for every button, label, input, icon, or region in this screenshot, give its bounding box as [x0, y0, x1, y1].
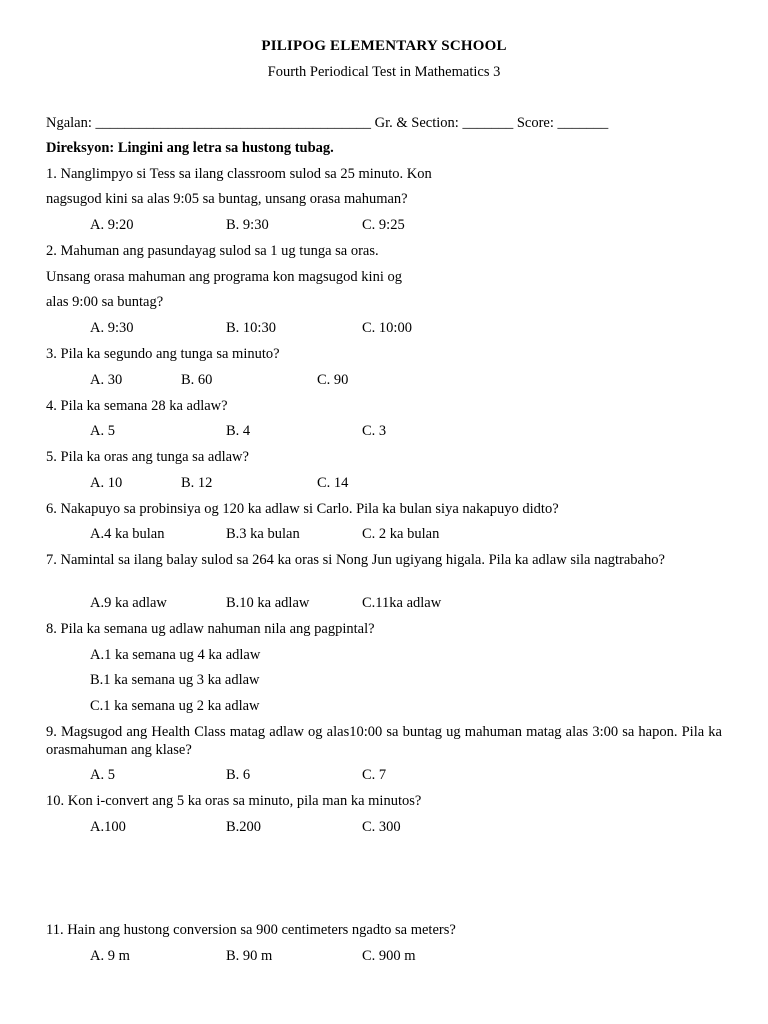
question-4-option-b: B. 4 — [226, 423, 251, 439]
question-10-option-b: B.200 — [226, 819, 262, 835]
directions: Direksyon: Lingini ang letra sa hustong tubag. — [46, 140, 334, 156]
question-8-option-c: C.1 ka semana ug 2 ka adlaw — [90, 698, 260, 714]
question-1-line-1: 1. Nanglimpyo si Tess sa ilang classroom sulod sa 25 minuto. Kon — [46, 166, 432, 182]
question-9-text: 9. Magsugod ang Health Class matag adlaw og alas10:00 sa buntag ug mahuman matag alas 3:00 sa hapon. Pila ka orasmahuman ang klase? — [46, 724, 722, 758]
question-5-line-1: 5. Pila ka oras ang tunga sa adlaw? — [46, 449, 249, 465]
question-2-line-2: Unsang orasa mahuman ang programa kon magsugod kini og — [46, 269, 402, 285]
question-2-option-a: A. 9:30 — [90, 320, 134, 336]
question-7-text: 7. Namintal sa ilang balay sulod sa 264 ka oras si Nong Jun ugiyang higala. Pila ka adlaw sila nagtrabaho? — [46, 552, 665, 568]
test-title: Fourth Periodical Test in Mathematics 3 — [267, 64, 501, 80]
question-5-option-a: A. 10 — [90, 475, 123, 491]
question-11-line-1: 11. Hain ang hustong conversion sa 900 centimeters ngadto sa meters? — [46, 922, 456, 938]
question-7-option-c: C.11ka adlaw — [362, 595, 442, 611]
question-1-option-c: C. 9:25 — [362, 217, 405, 233]
question-2-option-b: B. 10:30 — [226, 320, 276, 336]
question-5-option-b: B. 12 — [181, 475, 213, 491]
question-9-option-a: A. 5 — [90, 767, 115, 783]
question-5-option-c: C. 14 — [317, 475, 349, 491]
question-3-option-c: C. 90 — [317, 372, 349, 388]
question-9-option-b: B. 6 — [226, 767, 251, 783]
question-4-option-a: A. 5 — [90, 423, 115, 439]
question-2-option-c: C. 10:00 — [362, 320, 412, 336]
question-4-line-1: 4. Pila ka semana 28 ka adlaw? — [46, 398, 228, 414]
question-8-option-b: B.1 ka semana ug 3 ka adlaw — [90, 672, 260, 688]
student-info-line: Ngalan: ______________________________________ Gr. & Section: _______ Score: _______ — [46, 115, 609, 131]
question-10-line-1: 10. Kon i-convert ang 5 ka oras sa minuto, pila man ka minutos? — [46, 793, 422, 809]
question-1-option-b: B. 9:30 — [226, 217, 269, 233]
question-11-option-b: B. 90 m — [226, 948, 273, 964]
question-6-line-1: 6. Nakapuyo sa probinsiya og 120 ka adlaw si Carlo. Pila ka bulan siya nakapuyo didto? — [46, 501, 559, 517]
question-6-option-a: A.4 ka bulan — [90, 526, 165, 542]
question-10-option-c: C. 300 — [362, 819, 401, 835]
question-1-option-a: A. 9:20 — [90, 217, 134, 233]
question-7-option-b: B.10 ka adlaw — [226, 595, 310, 611]
question-8-option-a: A.1 ka semana ug 4 ka adlaw — [90, 647, 261, 663]
question-4-option-c: C. 3 — [362, 423, 387, 439]
question-7-option-a: A.9 ka adlaw — [90, 595, 167, 611]
question-1-line-2: nagsugod kini sa alas 9:05 sa buntag, unsang orasa mahuman? — [46, 191, 408, 207]
question-2-line-3: alas 9:00 sa buntag? — [46, 294, 164, 310]
question-11-option-a: A. 9 m — [90, 948, 130, 964]
question-3-line-1: 3. Pila ka segundo ang tunga sa minuto? — [46, 346, 280, 362]
question-10-option-a: A.100 — [90, 819, 126, 835]
school-name: PILIPOG ELEMENTARY SCHOOL — [261, 38, 507, 54]
question-2-line-1: 2. Mahuman ang pasundayag sulod sa 1 ug tunga sa oras. — [46, 243, 379, 259]
question-3-option-b: B. 60 — [181, 372, 213, 388]
question-6-option-b: B.3 ka bulan — [226, 526, 300, 542]
question-9-option-c: C. 7 — [362, 767, 387, 783]
question-8-line-1: 8. Pila ka semana ug adlaw nahuman nila ang pagpintal? — [46, 621, 375, 637]
question-6-option-c: C. 2 ka bulan — [362, 526, 440, 542]
question-11-option-c: C. 900 m — [362, 948, 416, 964]
question-3-option-a: A. 30 — [90, 372, 123, 388]
